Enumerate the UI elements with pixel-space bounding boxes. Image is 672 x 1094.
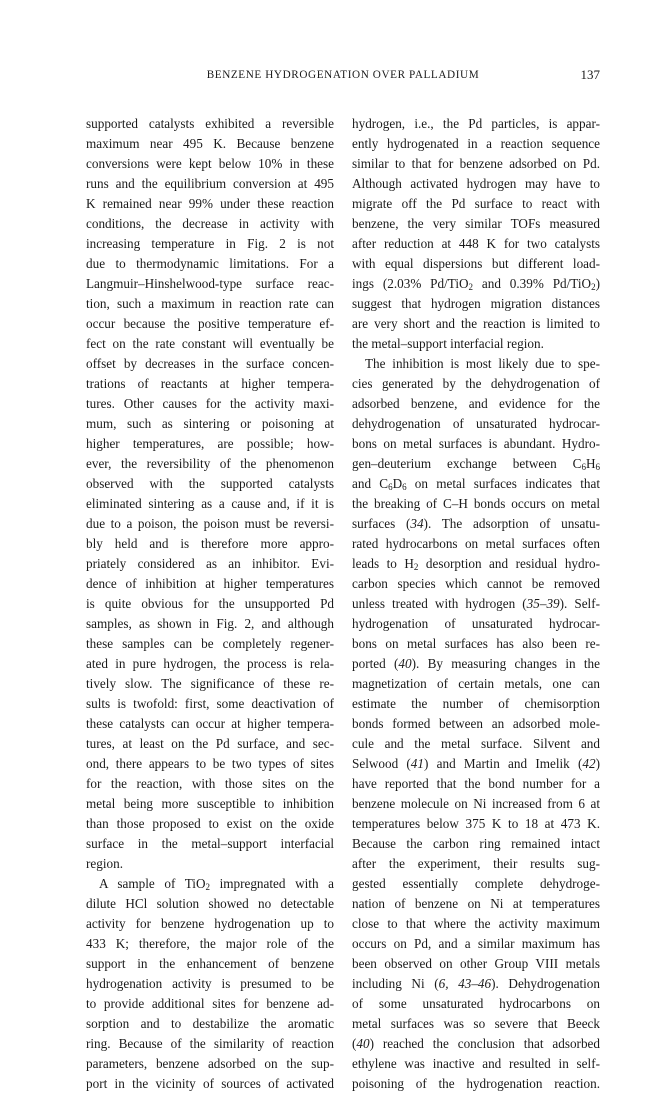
- text-line: tures, at least on the Pd surface, and sec-: [86, 736, 334, 751]
- text-line: is quite obvious for the unsupported Pd: [86, 596, 334, 611]
- text-line: due to a poison, the poison must be reversi-: [86, 516, 334, 531]
- running-title: BENZENE HYDROGENATION OVER PALLADIUM: [206, 69, 480, 81]
- text-line: benzene, the very similar TOFs measured: [352, 216, 600, 231]
- text-line: dence of inhibition at higher temperatures: [86, 576, 334, 591]
- text-line: K remained near 99% under these reaction: [86, 196, 334, 211]
- text-line: for the reaction, with those sites on the: [86, 776, 334, 791]
- text-line: tively slow. The significance of these re-: [86, 676, 334, 691]
- text-line: metal being more susceptible to inhibition: [86, 796, 334, 811]
- text-line: carbon species which cannot be removed: [352, 576, 600, 591]
- text-line: tion, such a maximum in reaction rate can: [86, 296, 334, 311]
- text-line: estimate the number of chemisorption: [352, 696, 600, 711]
- text-line: port in the vicinity of sources of activated: [86, 1076, 334, 1091]
- text-line: than those proposed to exist on the oxide: [86, 816, 334, 831]
- text-line: runs and the equilibrium conversion at 495: [86, 176, 334, 191]
- text-line: sults is twofold: first, some deactivation of: [86, 696, 334, 711]
- text-line: unless treated with hydrogen (35–39). Self-: [352, 596, 600, 611]
- text-line: ported (40). By measuring changes in the: [352, 656, 600, 671]
- text-line: higher temperatures, are possible; how-: [86, 436, 334, 451]
- text-line: tures. Other causes for the activity maxi-: [86, 396, 334, 411]
- text-line: these samples can be completely regener-: [86, 636, 334, 651]
- text-line: these catalysts can occur at higher tempera-: [86, 716, 334, 731]
- text-line: and $C_6D_6$ on metal surfaces indicates that: [352, 476, 600, 492]
- text-line: gested essentially complete dehydroge-: [352, 876, 600, 891]
- text-line: after reduction at 448 K for two catalysts: [352, 236, 600, 251]
- text-line: trations of reactants at higher tempera-: [86, 376, 334, 391]
- text-line: cule and the metal surface. Silvent and: [352, 736, 600, 751]
- text-line: ever, the reversibility of the phenomenon: [86, 456, 334, 471]
- text-line: occurs on Pd, and a similar maximum has: [352, 936, 600, 951]
- text-line: support in the enhancement of benzene: [86, 956, 334, 971]
- text-line: to provide additional sites for benzene ad-: [86, 996, 334, 1011]
- text-line: dehydrogenation of unsaturated hydrocar-: [352, 416, 600, 431]
- text-line: due to thermodynamic limitations. For a: [86, 256, 334, 271]
- text-line: hydrogen, i.e., the Pd particles, is appar-: [352, 116, 600, 131]
- text-line: gen–deuterium exchange between $C_6H_6$: [352, 456, 600, 472]
- text-line: increasing temperature in Fig. 2 is not: [86, 236, 334, 251]
- text-line: rated hydrocarbons on metal surfaces often: [352, 536, 600, 551]
- text-line: with equal dispersions but different load-: [352, 256, 600, 271]
- text-line: are very short and the reaction is limited to: [352, 316, 600, 331]
- text-line: eliminated sintering as a cause and, if it is: [86, 496, 334, 511]
- text-line: bly held and is therefore more appro-: [86, 536, 334, 551]
- text-line: dilute HCl solution showed no detectable: [86, 896, 334, 911]
- text-line: close to that where the activity maximum: [352, 916, 600, 931]
- text-line: the breaking of C–H bonds occurs on metal: [352, 496, 600, 511]
- text-line: cies generated by the dehydrogenation of: [352, 376, 600, 391]
- text-line: conversions were kept below 10% in these: [86, 156, 334, 171]
- text-line: poisoning of the hydrogenation reaction.: [352, 1076, 600, 1091]
- text-line: similar to that for benzene adsorbed on Pd.: [352, 156, 600, 171]
- text-line: nation of benzene on Ni at temperatures: [352, 896, 600, 911]
- text-line: observed with the supported catalysts: [86, 476, 334, 491]
- text-line: mum, such as sintering or poisoning at: [86, 416, 334, 431]
- text-line: region.: [86, 856, 123, 871]
- text-line: adsorbed benzene, and evidence for the: [352, 396, 600, 411]
- text-line: have reported that the bond number for a: [352, 776, 600, 791]
- text-line: metal surfaces was so severe that Beeck: [352, 1016, 600, 1031]
- text-line: surfaces (34). The adsorption of unsatu-: [352, 516, 600, 531]
- text-line: surface in the metal–support interfacial: [86, 836, 334, 851]
- text-line: fect on the rate constant will eventually be: [86, 336, 334, 351]
- text-line: samples, as shown in Fig. 2, and although: [86, 616, 334, 631]
- page-number: 137: [580, 67, 600, 82]
- text-line: been observed on other Group VIII metals: [352, 956, 600, 971]
- text-line: offset by decreases in the surface concen-: [86, 356, 334, 371]
- text-line: benzene molecule on Ni increased from 6 at: [352, 796, 600, 811]
- text-line: ring. Because of the similarity of reaction: [86, 1036, 334, 1051]
- text-line: ings (2.03% Pd/TiO$_2$ and 0.39% Pd/TiO$_2$): [352, 276, 600, 292]
- text-line: hydrogenation activity is presumed to be: [86, 976, 334, 991]
- text-line: ently hydrogenated in a reaction sequence: [352, 136, 600, 151]
- text-line: hydrogenation of unsaturated hydrocar-: [352, 616, 600, 631]
- text-line: maximum near 495 K. Because benzene: [86, 136, 334, 151]
- text-line: conditions, the decrease in activity with: [86, 216, 334, 231]
- text-line: of some unsaturated hydrocarbons on: [352, 996, 600, 1011]
- text-line: Although activated hydrogen may have to: [352, 176, 600, 191]
- text-line: Because the carbon ring remained intact: [352, 836, 600, 851]
- text-line: Selwood (41) and Martin and Imelik (42): [352, 756, 600, 771]
- text-line: ated in pure hydrogen, the process is rela-: [86, 656, 334, 671]
- text-line: activity for benzene hydrogenation up to: [86, 916, 334, 931]
- text-line: ethylene was inactive and resulted in self-: [352, 1056, 600, 1071]
- text-line: sorption and to destabilize the aromatic: [86, 1016, 334, 1031]
- text-line: priately considered as an inhibitor. Evi-: [86, 556, 334, 571]
- text-line: occur because the positive temperature ef-: [86, 316, 334, 331]
- text-line: 433 K; therefore, the major role of the: [86, 936, 334, 951]
- text-line: Langmuir–Hinshelwood-type surface reac-: [86, 276, 334, 291]
- text-line: The inhibition is most likely due to spe-: [365, 356, 600, 371]
- text-line: temperatures below 375 K to 18 at 473 K.: [352, 816, 600, 831]
- text-line: suggest that hydrogen migration distances: [352, 296, 600, 311]
- text-line: after the experiment, their results sug-: [352, 856, 600, 871]
- text-line: bonds formed between an adsorbed mole-: [352, 716, 600, 731]
- text-line: magnetization of certain metals, one can: [352, 676, 600, 691]
- text-line: bons on metal surfaces has also been re-: [352, 636, 600, 651]
- text-line: including Ni (6, 43–46). Dehydrogenation: [352, 976, 600, 991]
- text-line: bons on metal surfaces is abundant. Hydro-: [352, 436, 600, 451]
- text-line: A sample of TiO$_2$ impregnated with a: [99, 876, 334, 892]
- text-line: ond, there appears to be two types of sites: [86, 756, 334, 771]
- text-line: the metal–support interfacial region.: [352, 336, 544, 351]
- text-line: migrate off the Pd surface to react with: [352, 196, 600, 211]
- left-text-column: [86, 114, 334, 1094]
- running-head: [86, 66, 600, 84]
- text-line: supported catalysts exhibited a reversible: [86, 116, 334, 131]
- text-line: parameters, benzene adsorbed on the sup-: [86, 1056, 334, 1071]
- text-line: leads to $H_2$ desorption and residual hydro-: [352, 556, 600, 572]
- right-text-column: [352, 114, 600, 1094]
- text-line: (40) reached the conclusion that adsorbed: [352, 1036, 600, 1051]
